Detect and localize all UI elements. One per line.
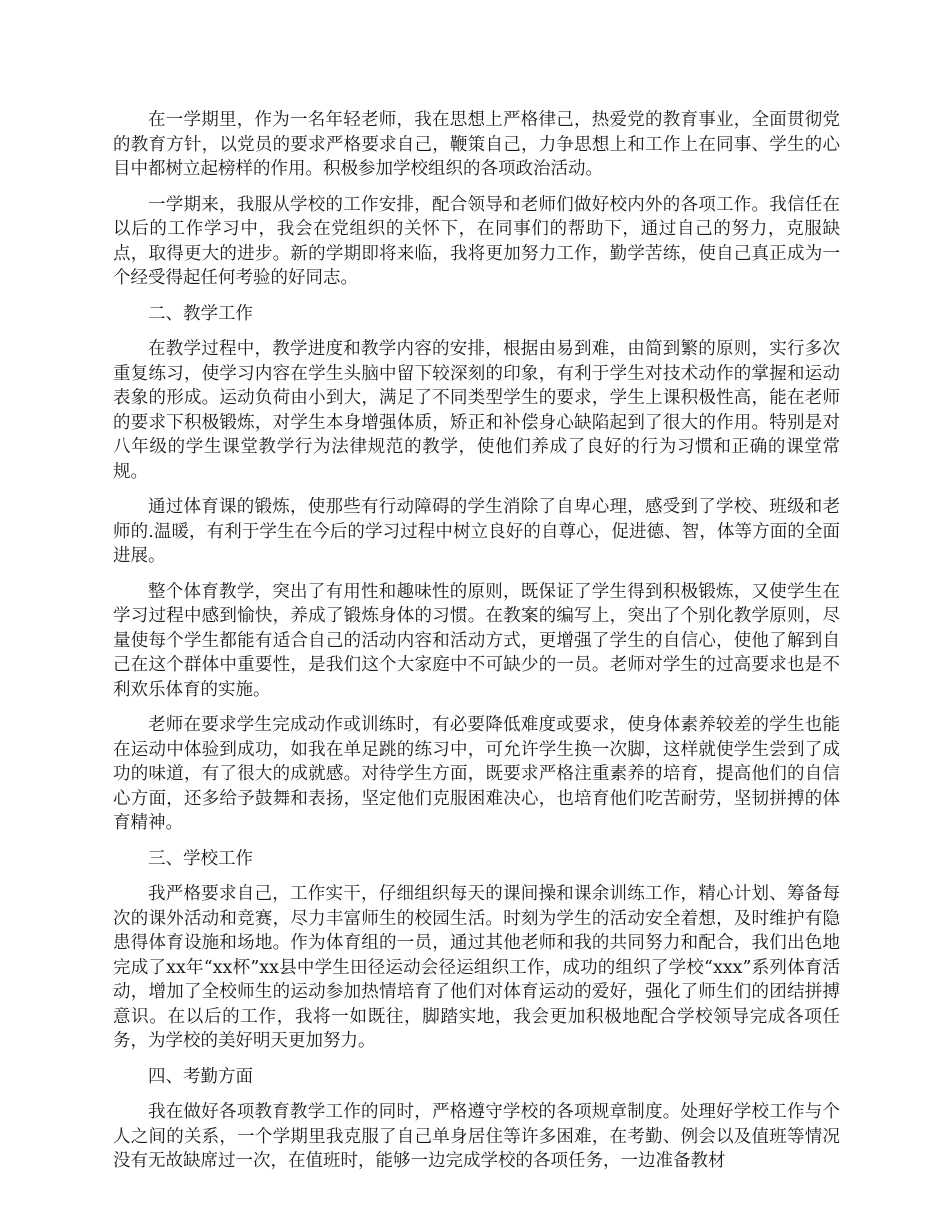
paragraph-school-work: 我严格要求自己，工作实干，仔细组织每天的课间操和课余训练工作，精心计划、筹备每次的课外活动和竞赛，尽力丰富师生的校园生活。时刻为学生的活动安全着想，及时维护有隐患得体育设施和场地。作为体育组的一员，通过其他老师和我的共同努力和配合，我们出色地完成了xx年“xx杯”xx县中学生田径运动会径运组织工作，成功的组织了学校“xxx”系列体育活动，增加了全校师生的运动参加热情培育了他们对体育运动的爱好，强化了师生们的团结拼搏意识。在以后的工作，我将一如既往，脚踏实地，我会更加积极地配合学校领导完成各项任务，为学校的美好明天更加努力。 xyxy=(113,884,840,1051)
paragraph-pe-class-exercise: 通过体育课的锻炼，使那些有行动障碍的学生消除了自卑心理，感受到了学校、班级和老师的.温暖，有利于学生在今后的学习过程中树立良好的自尊心，促进德、智，体等方面的全面进展。 xyxy=(113,497,840,566)
section-heading-school-work: 三、学校工作 xyxy=(148,848,253,869)
paragraph-political-thought: 在一学期里，作为一名年轻老师，我在思想上严格律己，热爱党的教育事业，全面贯彻党的教育方针，以党员的要求严格要求自己，鞭策自己，力争思想上和工作上在同事、学生的心目中都树立起榜样的作用。积极参加学校组织的各项政治活动。 xyxy=(113,110,840,179)
section-heading-attendance: 四、考勤方面 xyxy=(148,1066,253,1087)
document-body xyxy=(113,108,840,1185)
paragraph-teaching-process: 在教学过程中，教学进度和教学内容的安排，根据由易到难，由简到繁的原则，实行多次重复练习，使学习内容在学生头脑中留下较深刻的印象，有利于学生对技术动作的掌握和运动表象的形成。运动负荷由小到大，满足了不同类型学生的要求，学生上课积极性高，能在老师的要求下积极锻炼，对学生本身增强体质，矫正和补偿身心缺陷起到了很大的作用。特别是对八年级的学生课堂教学行为法律规范的教学，使他们养成了良好的行为习惯和正确的课堂常规。 xyxy=(113,339,840,482)
paragraph-pe-teaching-principles: 整个体育教学，突出了有用性和趣味性的原则，既保证了学生得到积极锻炼，又使学生在学习过程中感到愉快，养成了锻炼身体的习惯。在教案的编写上，突出了个别化教学原则，尽量使每个学生都能有适合自己的活动内容和活动方式，更增强了学生的自信心，使他了解到自己在这个群体中重要性，是我们这个大家庭中不可缺少的一员。老师对学生的过高要求也是不利欢乐体育的实施。 xyxy=(113,581,840,700)
paragraph-work-arrangement: 一学期来，我服从学校的工作安排，配合领导和老师们做好校内外的各项工作。我信任在以后的工作学习中，我会在党组织的关怀下，在同事们的帮助下，通过自己的努力，克服缺点，取得更大的进步。新的学期即将来临，我将更加努力工作，勤学苦练，使自己真正成为一个经受得起任何考验的好同志。 xyxy=(113,194,840,288)
section-heading-teaching: 二、教学工作 xyxy=(148,303,253,324)
paragraph-teacher-requirements: 老师在要求学生完成动作或训练时，有必要降低难度或要求，使身体素养较差的学生也能在运动中体验到成功，如我在单足跳的练习中，可允许学生换一次脚，这样就使学生尝到了成功的味道，有了很大的成就感。对待学生方面，既要求严格注重素养的培育，提高他们的自信心方面，还多给予鼓舞和表扬，坚定他们克服困难决心，也培育他们吃苦耐劳，坚韧拼搏的体育精神。 xyxy=(113,715,840,833)
paragraph-attendance: 我在做好各项教育教学工作的同时，严格遵守学校的各项规章制度。处理好学校工作与个人之间的关系，一个学期里我克服了自己单身居住等许多困难，在考勤、例会以及值班等情况没有无故缺席过一次，在值班时，能够一边完成学校的各项任务，一边准备教材 xyxy=(113,1102,840,1171)
